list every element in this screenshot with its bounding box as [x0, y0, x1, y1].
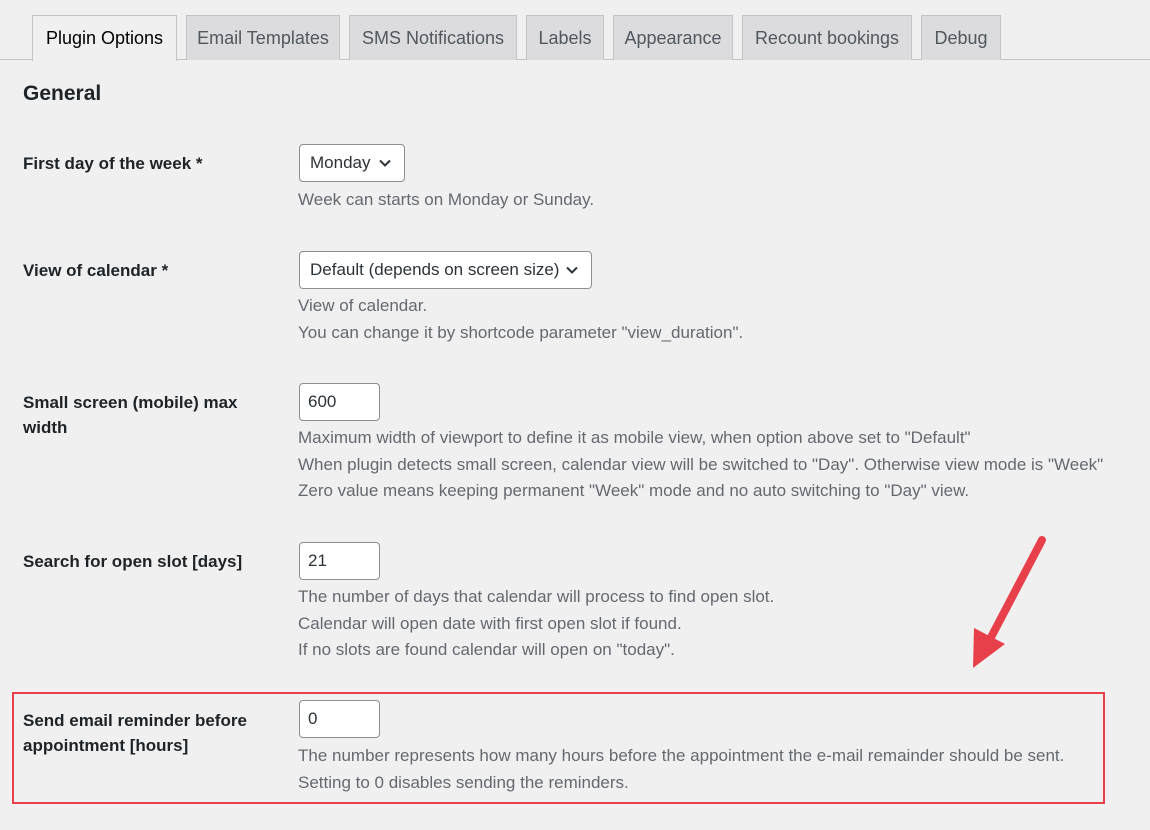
view-calendar-label: View of calendar * — [23, 261, 169, 280]
tab-labels[interactable]: Labels — [526, 15, 604, 60]
view-calendar-select[interactable] — [299, 251, 592, 289]
open-slot-desc-line: Calendar will open date with first open slot if found. — [298, 613, 682, 633]
first-day-select[interactable] — [299, 144, 405, 182]
section-title: General — [23, 82, 102, 105]
small-screen-label: Small screen (mobile) max width — [23, 393, 238, 437]
email-reminder-desc-line: Setting to 0 disables sending the reminders. — [298, 772, 629, 792]
small-screen-desc-line: When plugin detects small screen, calendar view will be switched to "Day". Otherwise view mode is "Week" — [298, 454, 1104, 474]
chevron-down-icon — [378, 145, 394, 181]
email-reminder-desc-line: The number represents how many hours before the appointment the e-mail remainder should be sent. — [298, 746, 1065, 765]
tab-plugin-options[interactable]: Plugin Options — [32, 15, 177, 61]
view-calendar-desc-line: View of calendar. — [298, 296, 428, 315]
highlight-box — [12, 692, 1105, 804]
email-reminder-label: Send email reminder before appointment [hours] — [23, 711, 247, 755]
small-screen-desc-line: Zero value means keeping permanent "Week" mode and no auto switching to "Day" view. — [298, 481, 970, 500]
view-calendar-select-value: Default (depends on screen size) — [310, 260, 560, 279]
open-slot-description — [298, 584, 774, 664]
small-screen-desc-line: Maximum width of viewport to define it as mobile view, when option above set to "Default" — [298, 428, 971, 447]
first-day-description — [298, 187, 594, 214]
open-slot-label: Search for open slot [days] — [23, 552, 243, 571]
tab-appearance[interactable]: Appearance — [613, 15, 733, 60]
open-slot-desc-line: If no slots are found calendar will open on "today". — [298, 640, 675, 659]
red-arrow-icon — [960, 530, 1060, 680]
view-calendar-desc-line: You can change it by shortcode parameter "view_duration". — [298, 322, 744, 342]
chevron-down-icon — [565, 252, 581, 288]
small-screen-description — [298, 425, 1103, 505]
first-day-desc-line: Week can starts on Monday or Sunday. — [298, 190, 595, 209]
first-day-select-value: Monday — [310, 153, 371, 172]
tab-debug[interactable]: Debug — [921, 15, 1001, 60]
tab-sms-notifications[interactable]: SMS Notifications — [349, 15, 517, 60]
open-slot-desc-line: The number of days that calendar will process to find open slot. — [298, 587, 775, 606]
open-slot-input[interactable] — [299, 542, 380, 580]
tab-recount-bookings[interactable]: Recount bookings — [742, 15, 912, 60]
tab-bar — [0, 0, 1150, 60]
first-day-label: First day of the week * — [23, 154, 203, 173]
small-screen-input[interactable] — [299, 383, 380, 421]
tab-email-templates[interactable]: Email Templates — [186, 15, 340, 60]
view-calendar-description — [298, 293, 743, 346]
